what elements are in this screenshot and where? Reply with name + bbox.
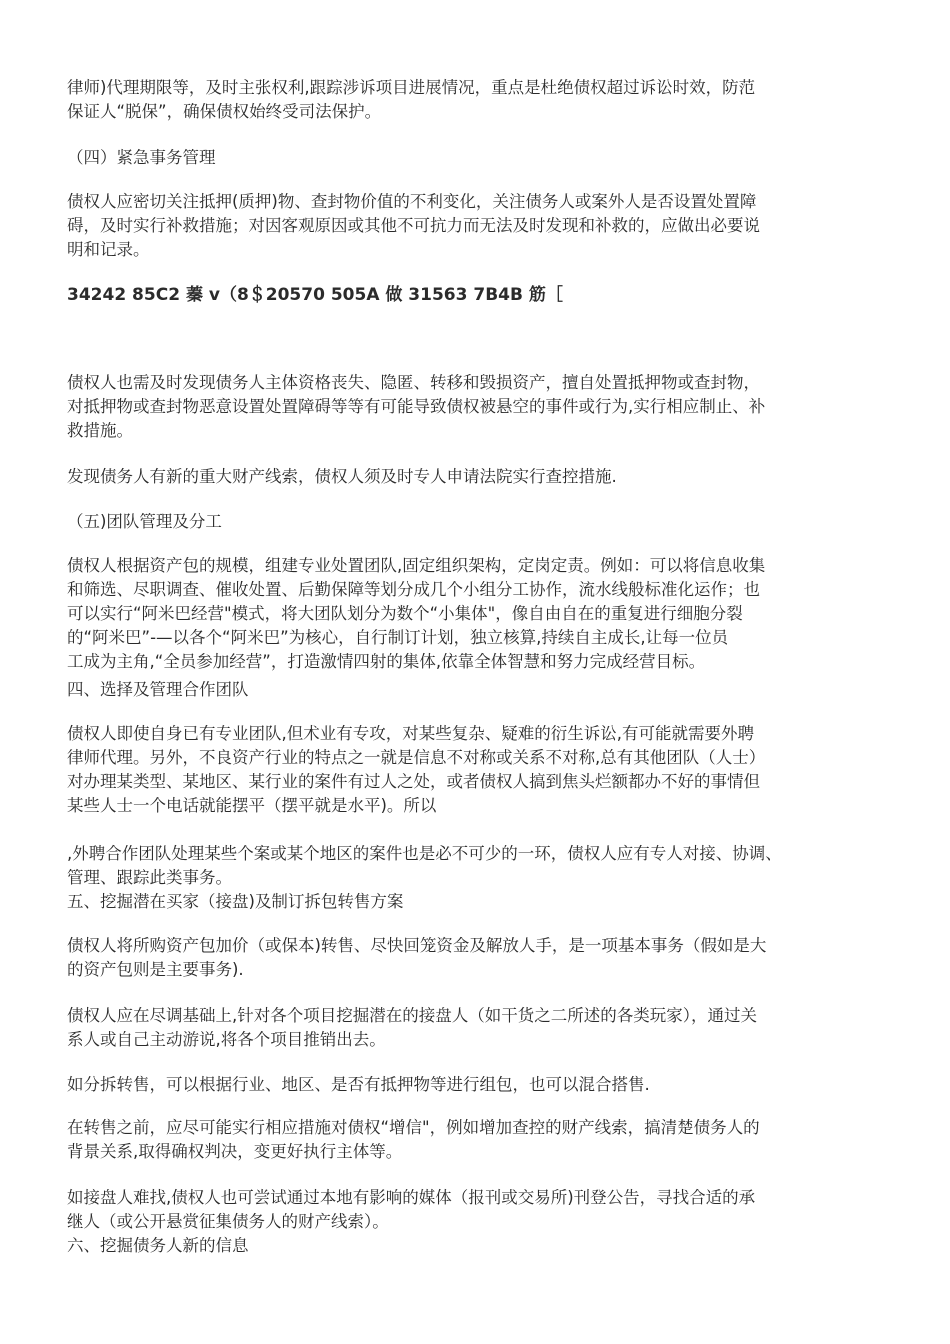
text-line: 如接盘人难找,债权人也可尝试通过本地有影响的媒体（报刊或交易所)刊登公告，寻找合适的承 [67,1188,756,1207]
subheading-team-management: （五)团队管理及分工 [67,512,222,531]
paragraph-find-buyers [67,1004,893,1052]
text-line: 明和记录。 [67,240,150,259]
paragraph-outsourced-cases [67,842,893,890]
text-line: 保证人“脱保”，确保债权始终受司法保护。 [67,102,382,121]
section-heading-4: 四、选择及管理合作团队 [67,680,249,699]
paragraph-debtor-asset-risks [67,371,893,443]
text-line: 救措施。 [67,421,133,440]
text-line: 律师代理。另外，不良资产行业的特点之一就是信息不对称或关系不对称,总有其他团队（人士） [67,748,766,767]
text-line: 工成为主角,“全员参加经营”，打造激情四射的集体,依靠全体智慧和努力完成经营目标。 [67,652,706,671]
text-line: 律师)代理期限等，及时主张权利,跟踪涉诉项目进展情况，重点是杜绝债权超过诉讼时效，防范 [67,78,756,97]
text-line: 管理、跟踪此类事务。 [67,868,232,887]
text-line: 背景关系,取得确权判决，变更好执行主体等。 [67,1142,403,1161]
text-line: 债权人即使自身已有专业团队,但术业有专攻，对某些复杂、疑难的衍生诉讼,有可能就需要外聘 [67,724,754,743]
text-line: 某些人士一个电话就能摆平（摆平就是水平)。所以 [67,796,437,815]
text-line: 债权人应在尽调基础上,针对各个项目挖掘潜在的接盘人（如干货之二所述的各类玩家），通过关 [67,1006,757,1025]
paragraph-collateral-monitoring [67,190,893,262]
paragraph-external-teams [67,722,893,818]
text-line: 债权人将所购资产包加价（或保本)转售、尽快回笼资金及解放人手，是一项基本事务（假如是大 [67,936,767,955]
text-line: 碍，及时实行补救措施；对因客观原因或其他不可抗力而无法及时发现和补救的，应做出必要说 [67,216,760,235]
text-line: 可以实行“阿米巴经营"模式，将大团队划分为数个“小集体"，像自由自在的重复进行细胞分裂 [67,604,743,623]
text-line: ,外聘合作团队处理某些个案或某个地区的案件也是必不可少的一环，债权人应有专人对接、协调、 [67,844,782,863]
text-line: 的“阿米巴”-—以各个“阿米巴”为核心，自行制订计划，独立核算,持续自主成长,让每一位员 [67,628,729,647]
paragraph-public-notice [67,1186,893,1234]
paragraph-credit-enhancement [67,1116,893,1164]
text-line: 继人（或公开悬赏征集债务人的财产线索）。 [67,1212,389,1231]
text-line: 债权人也需及时发现债务人主体资格丧失、隐匿、转移和毁损资产，擅自处置抵押物或查封物， [67,373,760,392]
paragraph-split-sale: 如分拆转售，可以根据行业、地区、是否有抵押物等进行组包，也可以混合搭售. [67,1075,650,1094]
text-line: 系人或自己主动游说,将各个项目推销出去。 [67,1030,386,1049]
garbled-code-line: 34242 85C2 蓁 v（8＄20570 505A 做 31563 7B4B 筋［ [67,285,563,305]
text-line: 的资产包则是主要事务). [67,960,244,979]
section-heading-6: 六、挖掘债务人新的信息 [67,1236,249,1255]
paragraph-resale [67,934,893,982]
paragraph-team-structure [67,554,893,674]
subheading-emergency-management: （四）紧急事务管理 [67,148,216,167]
text-line: 债权人根据资产包的规模，组建专业处置团队,固定组织架构，定岗定责。例如：可以将信息收集 [67,556,766,575]
section-heading-5: 五、挖掘潜在买家（接盘)及制订拆包转售方案 [67,892,404,911]
text-line: 和筛选、尽职调查、催收处置、后勤保障等划分成几个小组分工协作，流水线般标准化运作；也 [67,580,760,599]
text-line: 在转售之前，应尽可能实行相应措施对债权“增信"，例如增加查控的财产线索，搞清楚债务人的 [67,1118,760,1137]
text-line: 对办理某类型、某地区、某行业的案件有过人之处，或者债权人搞到焦头烂额都办不好的事情但 [67,772,760,791]
paragraph-new-asset-clues: 发现债务人有新的重大财产线索，债权人须及时专人申请法院实行查控措施. [67,467,617,486]
paragraph-litigation-tracking [67,76,893,124]
text-line: 债权人应密切关注抵押(质押)物、查封物价值的不利变化，关注债务人或案外人是否设置处置障 [67,192,757,211]
text-line: 对抵押物或查封物恶意设置处置障碍等等有可能导致债权被悬空的事件或行为,实行相应制止、补 [67,397,766,416]
